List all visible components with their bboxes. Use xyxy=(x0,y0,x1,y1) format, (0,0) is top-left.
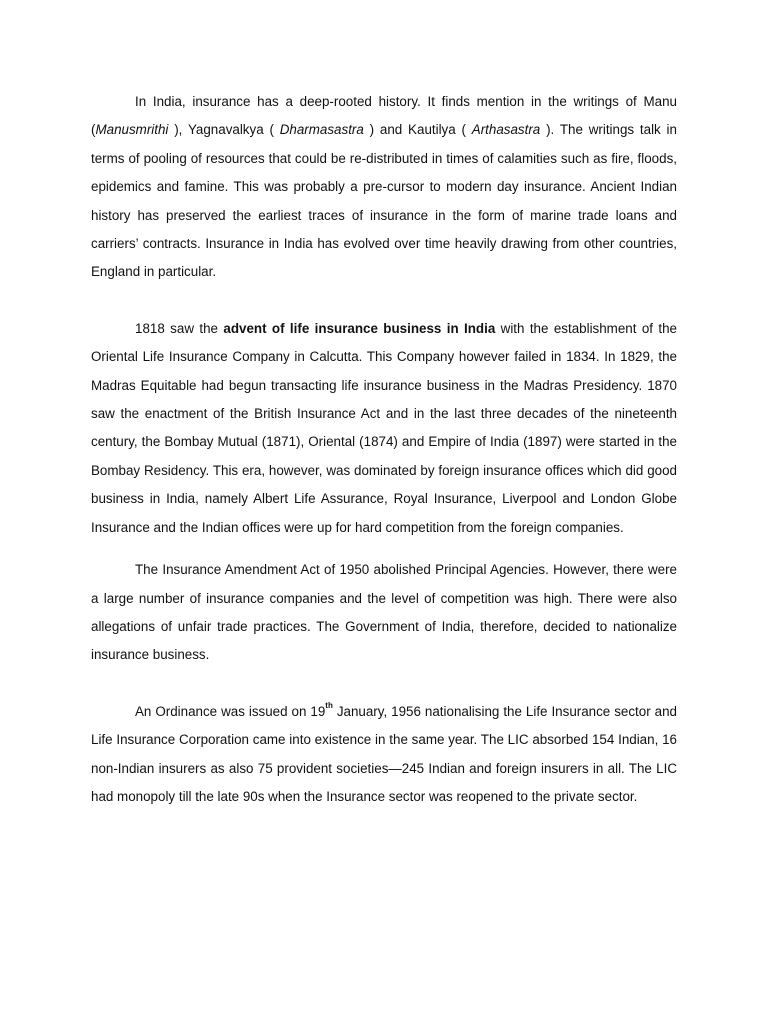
paragraph-history xyxy=(91,88,677,287)
p2-text-2: with the establishment of the Oriental Life Insurance Company in Calcutta. This Company however failed in 1834. In 1829, the Madras Equitable had begun transacting life insurance business in the Madras Presidency. 1870 saw the enactment of the British Insurance Act and in the last three decades of the nineteenth century, the Bombay Mutual (1871), Oriental (1874) and Empire of India (1897) were started in the Bombay Residency. This era, however, was dominated by foreign insurance offices which did good business in India, namely Albert Life Assurance, Royal Insurance, Liverpool and London Globe Insurance and the Indian offices were up for hard competition from the foreign companies. xyxy=(91,320,678,535)
p4-superscript: th xyxy=(325,701,333,711)
p1-text-2: ), Yagnavalkya ( xyxy=(168,122,280,138)
p1-text-1: In India, insurance has a deep-rooted history. It finds mention in the writings of Manu ( xyxy=(91,94,677,138)
p1-text-3: ) and Kautilya ( xyxy=(363,122,472,138)
document-page xyxy=(91,88,677,811)
p4-text-2: January, 1956 nationalising the Life Insurance sector and Life Insurance Corporation came into existence in the same year. The LIC absorbed 154 Indian, 16 non-Indian insurers as also 75 provident societies—245 Indian and foreign insurers in all. The LIC had monopoly till the late 90s when the Insurance sector was reopened to the private sector. xyxy=(91,703,677,804)
p1-text-4: ). The writings talk in terms of pooling of resources that could be re-distributed in times of calamities such as fire, floods, epidemics and famine. This was probably a pre-cursor to modern day insurance. Ancient Indian history has preserved the earliest traces of insurance in the form of marine trade loans and carriers’ contracts. Insurance in India has evolved over time heavily drawing from other countries, England in particular. xyxy=(91,122,677,280)
p1-dharmasastra: Dharmasastra xyxy=(279,122,364,138)
p4-text-1: An Ordinance was issued on 19 xyxy=(135,703,326,719)
p1-manusmrithi: Manusmrithi xyxy=(95,122,169,138)
paragraph-ordinance xyxy=(91,698,677,812)
p3-text: The Insurance Amendment Act of 1950 abolished Principal Agencies. However, there were a large number of insurance companies and the level of competition was high. There were also allegations of unfair trade practices. The Government of India, therefore, decided to nationalize insurance business. xyxy=(91,562,677,663)
p2-bold-phrase: advent of life insurance business in India xyxy=(223,320,496,336)
paragraph-advent xyxy=(91,315,677,542)
paragraph-amendment xyxy=(91,556,677,670)
p1-arthasastra: Arthasastra xyxy=(471,122,541,138)
p2-text-1: 1818 saw the xyxy=(135,320,224,336)
